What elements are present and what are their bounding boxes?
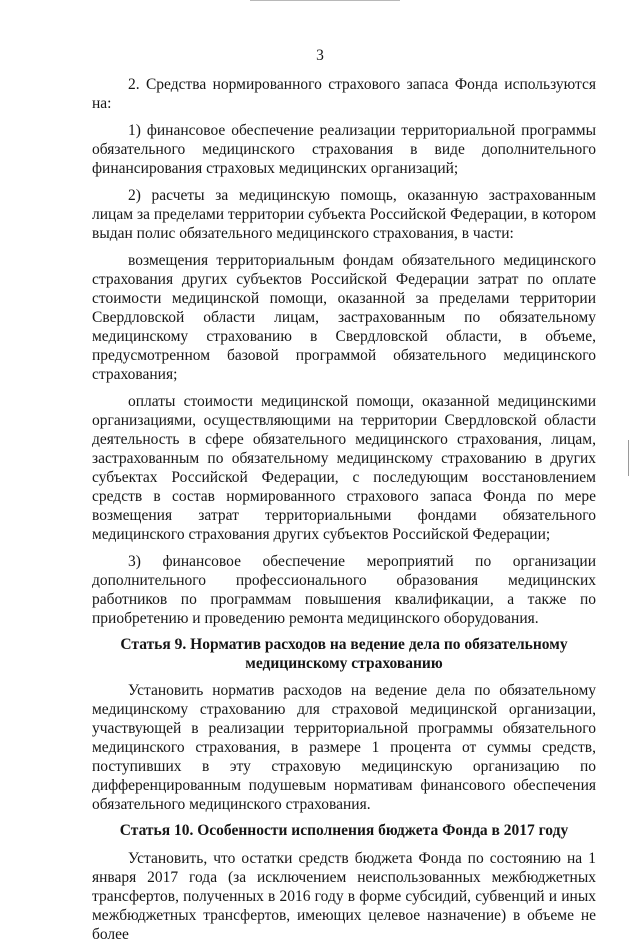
article-9-heading-line2: медицинскому страхованию (245, 654, 443, 672)
paragraph-2-intro: 2. Средства нормированного страхового запаса Фонда используются на: (92, 76, 596, 112)
article-10-heading: Статья 10. Особенности исполнения бюджета Фонда в 2017 году (119, 822, 569, 839)
article-10-text: Установить, что остатки средств бюджета Фонда по состоянию на 1 января 2017 года (за исключением неиспользованных межбюджетных трансфертов, полученных в 2016 году в форме субсидий, субвенций и иных межбюджетных трансфертов, имеющих целевое назначение) в объеме не более (92, 849, 596, 943)
article-9-heading-line1: Статья 9. Норматив расходов на ведение дела по обязательному (120, 636, 568, 653)
page-number: 3 (316, 47, 324, 64)
article-9-heading (92, 636, 596, 673)
paragraph-item-1: 1) финансовое обеспечение реализации территориальной программы обязательного медицинского страхования в виде дополнительного финансирования страховых медицинских организаций; (92, 122, 596, 177)
paragraph-subitem-reimbursement: возмещения территориальным фондам обязательного медицинского страхования других субъектов Российской Федерации затрат по оплате стоимости медицинской помощи, оказанной за пределами территории Свердловской области лицам, застрахованным по обязательному медицинскому страхованию в Свердловской области, в объеме, предусмотренном базовой программой обязательного медицинского страхования; (92, 252, 596, 383)
paragraph-subitem-payment: оплаты стоимости медицинской помощи, оказанной медицинскими организациями, осуществляющими на территории Свердловской области деятельность в сфере обязательного медицинского страхования, лицам, застрахованным по обязательному медицинскому страхованию в других субъектах Российской Федерации, с последующим восстановлением средств в состав нормированного страхового запаса Фонда по мере возмещения затрат территориальными фондами обязательного медицинского страхования других субъектов Российской Федерации; (92, 393, 596, 543)
article-9-text: Установить норматив расходов на ведение дела по обязательному медицинскому страхованию для страховой медицинской организации, участвующей в реализации территориальной программы обязательного медицинского страхования, в размере 1 процента от суммы средств, поступивших в эту страховую медицинскую организацию по дифференцированным подушевым нормативам финансового обеспечения обязательного медицинского страхования. (92, 682, 596, 813)
document-body (92, 75, 596, 944)
paragraph-item-3: 3) финансовое обеспечение мероприятий по организации дополнительного профессионального образования медицинских работников по программам повышения квалификации, а также по приобретению и проведению ремонта медицинского оборудования. (92, 553, 596, 627)
top-divider (250, 0, 400, 1)
scan-edge-mark (628, 440, 629, 476)
paragraph-item-2: 2) расчеты за медицинскую помощь, оказанную застрахованным лицам за пределами территории субъекта Российской Федерации, в котором выдан полис обязательного медицинского страхования, в части: (92, 187, 596, 242)
